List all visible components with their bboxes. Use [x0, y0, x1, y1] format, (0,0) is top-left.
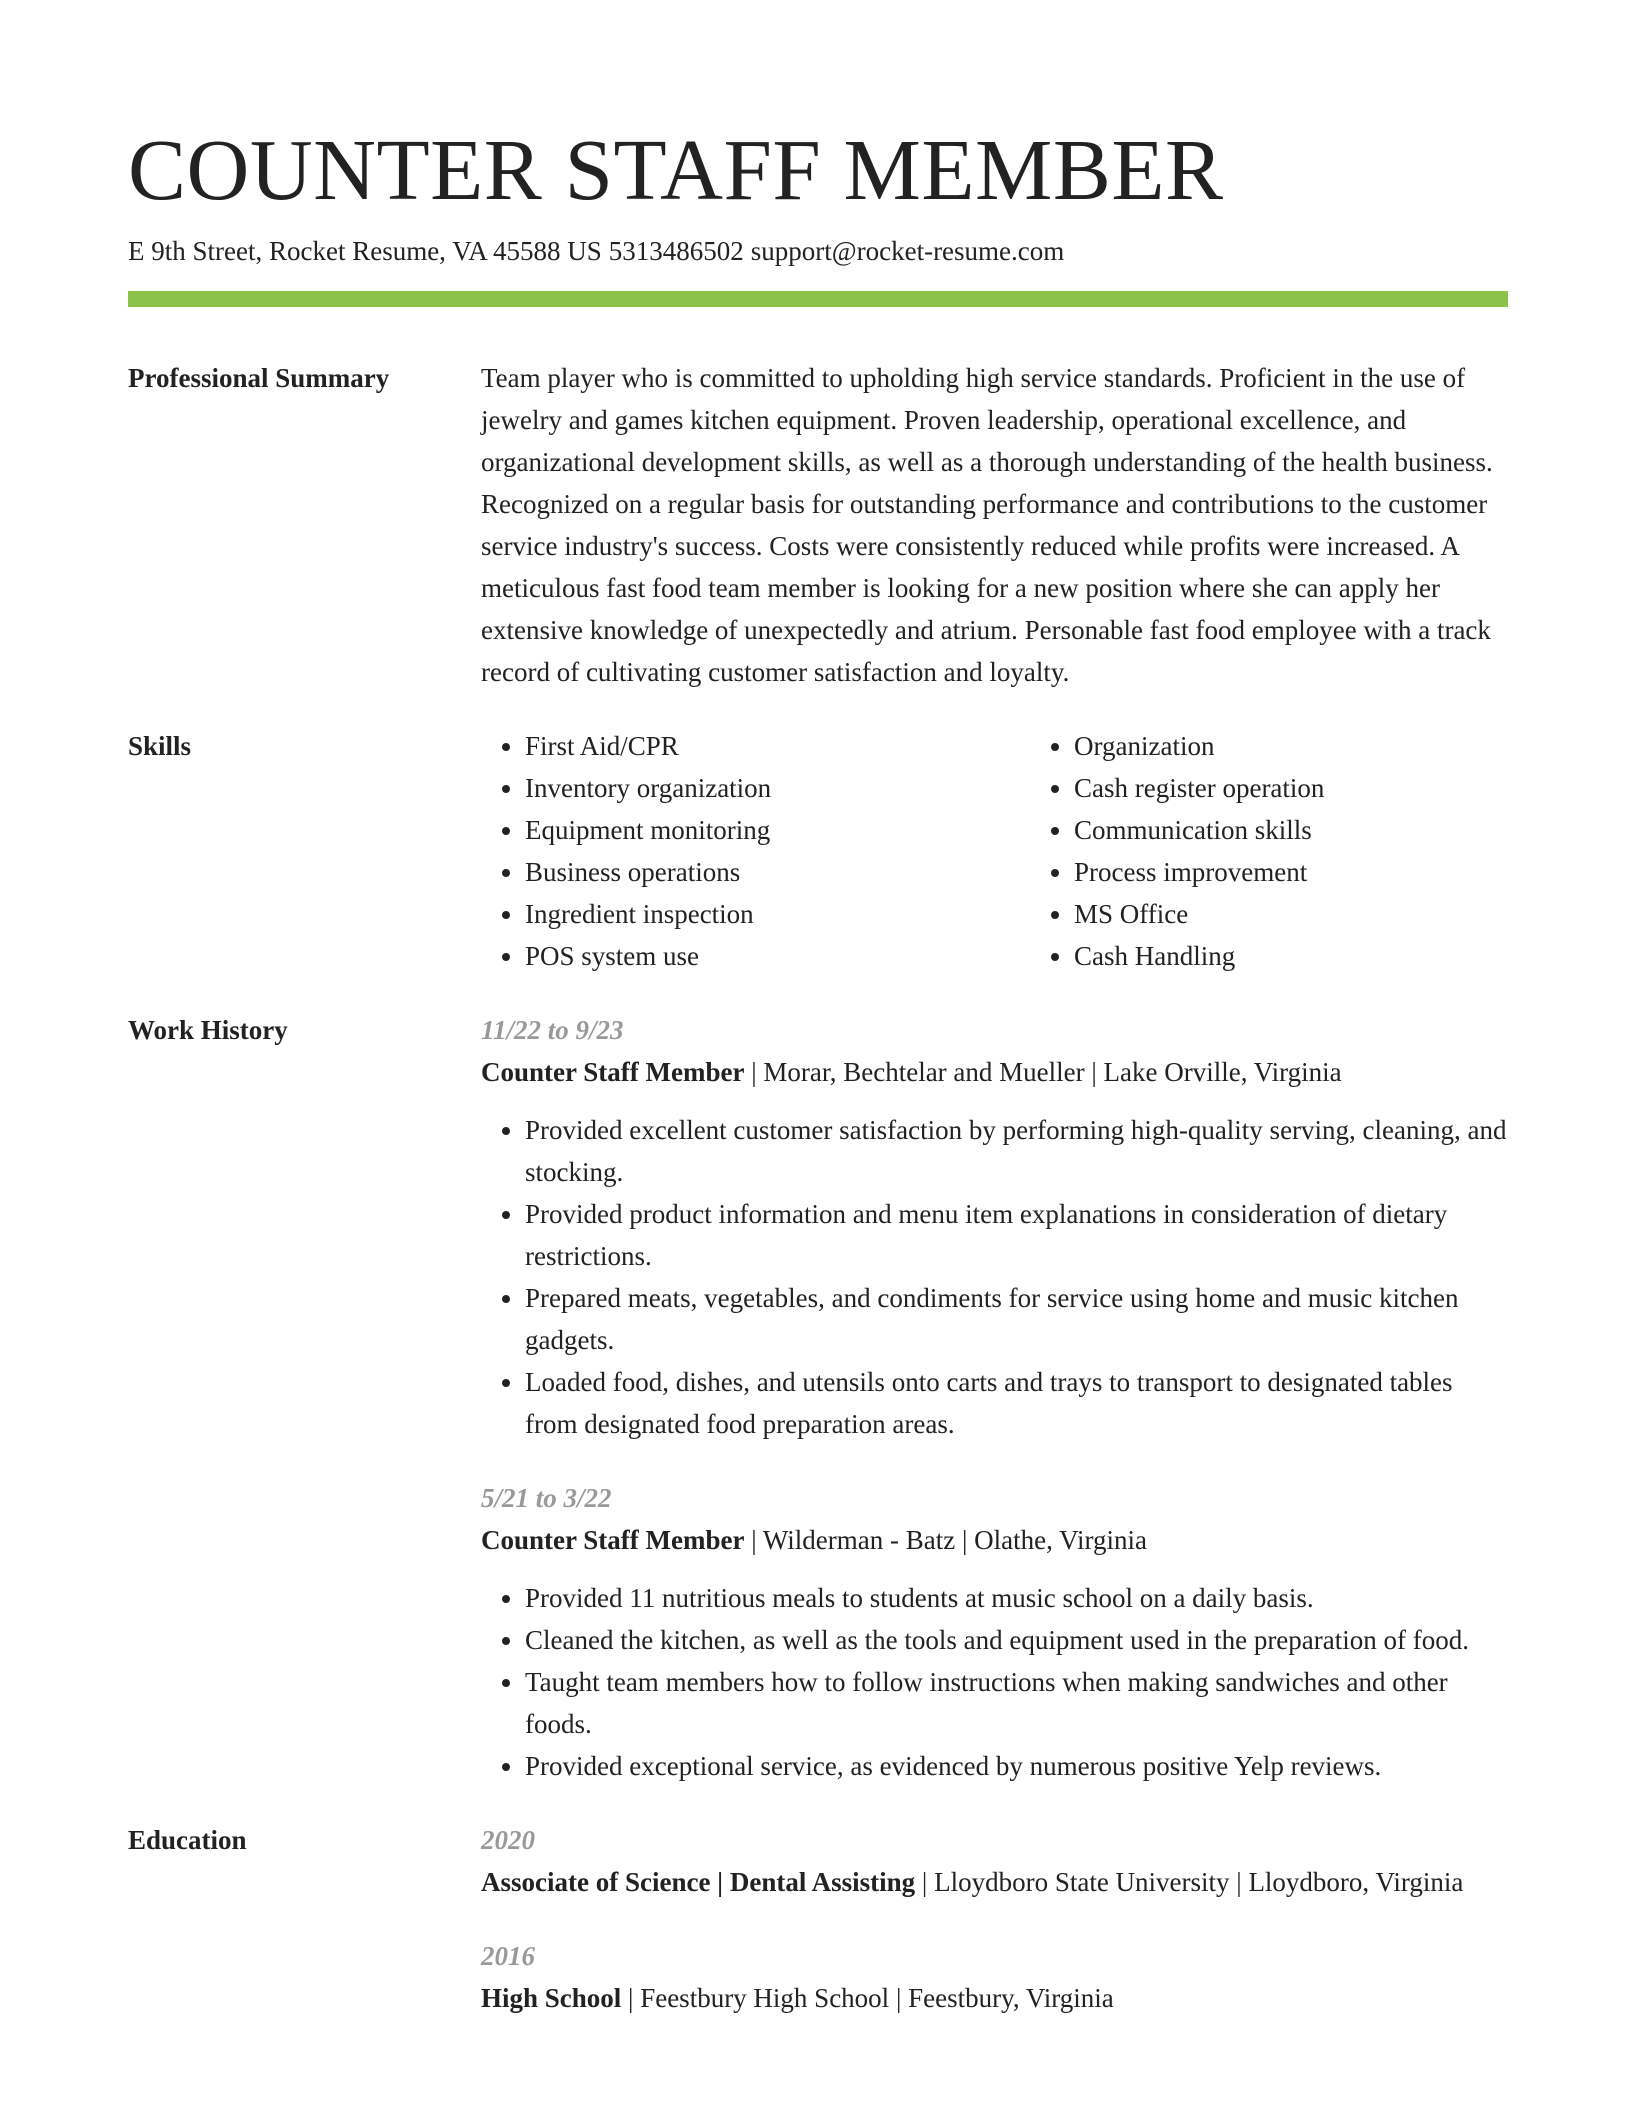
- contact-email: support@rocket-resume.com: [750, 236, 1065, 266]
- job-bullets: [481, 1577, 1508, 1787]
- skills-list-right: [1030, 725, 1579, 977]
- education-section: [128, 1819, 1508, 2019]
- job-bullet: • Provided product information and menu item explanations in consideration of dietary restrictions.: [525, 1193, 1508, 1277]
- education-details: | Lloydboro State University | Lloydboro, Virginia: [915, 1867, 1464, 1897]
- summary-text: Team player who is committed to upholding high service standards. Proficient in the use of jewelry and games kitchen equipment. Proven leadership, operational excellence, and organizational development skills, as well as a thorough understanding of the health business. Recognized on a regular basis for outstanding performance and contributions to the customer service industry's success. Costs were consistently reduced while profits were increased. A meticulous fast food team member is looking for a new position where she can apply her extensive knowledge of unexpectedly and atrium. Personable fast food employee with a track record of cultivating customer satisfaction and loyalty.: [481, 363, 1493, 687]
- section-label-skills: Skills: [128, 731, 192, 761]
- job-bullet: • Prepared meats, vegetables, and condiments for service using home and music kitchen gadgets.: [525, 1277, 1508, 1361]
- job-bullet: • Cleaned the kitchen, as well as the tools and equipment used in the preparation of food.: [525, 1619, 1508, 1661]
- skill-item: • Communication skills: [1074, 809, 1579, 851]
- education-degree: High School: [481, 1983, 622, 2013]
- job-entry: [481, 1009, 1508, 1445]
- job-details: | Morar, Bechtelar and Mueller | Lake Orville, Virginia: [744, 1057, 1342, 1087]
- job-bullet: • Provided excellent customer satisfaction by performing high-quality serving, cleaning, and stocking.: [525, 1109, 1508, 1193]
- education-entry: [481, 1819, 1508, 1903]
- skill-item: • MS Office: [1074, 893, 1579, 935]
- candidate-name: COUNTER STAFF MEMBER: [128, 121, 1224, 218]
- job-bullet: • Provided exceptional service, as evidenced by numerous positive Yelp reviews.: [525, 1745, 1508, 1787]
- education-details: | Feestbury High School | Feestbury, Virginia: [621, 1983, 1114, 2013]
- education-year: 2016: [481, 1941, 535, 1971]
- job-details: | Wilderman - Batz | Olathe, Virginia: [744, 1525, 1147, 1555]
- skill-item: • Process improvement: [1074, 851, 1579, 893]
- skill-item: • Equipment monitoring: [525, 809, 1030, 851]
- job-title: Counter Staff Member: [481, 1525, 745, 1555]
- job-heading: [481, 1051, 1508, 1093]
- job-heading: [481, 1519, 1508, 1561]
- resume-page: [128, 120, 1508, 2019]
- section-label-education: Education: [128, 1825, 247, 1855]
- job-dates: 5/21 to 3/22: [481, 1483, 612, 1513]
- summary-section: [128, 357, 1508, 693]
- job-bullet: • Taught team members how to follow instructions when making sandwiches and other foods.: [525, 1661, 1508, 1745]
- section-label-summary: Professional Summary: [128, 363, 390, 393]
- contact-line: [128, 232, 1508, 270]
- skill-item: • First Aid/CPR: [525, 725, 1030, 767]
- contact-phone: 5313486502: [608, 236, 744, 266]
- skill-item: • Cash Handling: [1074, 935, 1579, 977]
- education-year: 2020: [481, 1825, 535, 1855]
- job-bullets: [481, 1109, 1508, 1445]
- skills-section: [128, 725, 1508, 977]
- education-heading: [481, 1861, 1508, 1903]
- skill-item: • Business operations: [525, 851, 1030, 893]
- skills-list-left: [481, 725, 1030, 977]
- education-heading: [481, 1977, 1508, 2019]
- job-bullet: • Provided 11 nutritious meals to students at music school on a daily basis.: [525, 1577, 1508, 1619]
- job-title: Counter Staff Member: [481, 1057, 745, 1087]
- work-history-section: [128, 1009, 1508, 1787]
- job-bullet: • Loaded food, dishes, and utensils onto carts and trays to transport to designated tables from designated food preparation areas.: [525, 1361, 1508, 1445]
- education-degree: Associate of Science | Dental Assisting: [481, 1867, 916, 1897]
- job-entry: [481, 1477, 1508, 1787]
- section-label-work: Work History: [128, 1015, 288, 1045]
- contact-address: E 9th Street, Rocket Resume, VA 45588 US: [128, 236, 602, 266]
- skill-item: • POS system use: [525, 935, 1030, 977]
- header-divider: [128, 291, 1508, 307]
- skill-item: • Ingredient inspection: [525, 893, 1030, 935]
- skill-item: • Organization: [1074, 725, 1579, 767]
- job-dates: 11/22 to 9/23: [481, 1015, 624, 1045]
- education-entry: [481, 1935, 1508, 2019]
- skill-item: • Cash register operation: [1074, 767, 1579, 809]
- skill-item: • Inventory organization: [525, 767, 1030, 809]
